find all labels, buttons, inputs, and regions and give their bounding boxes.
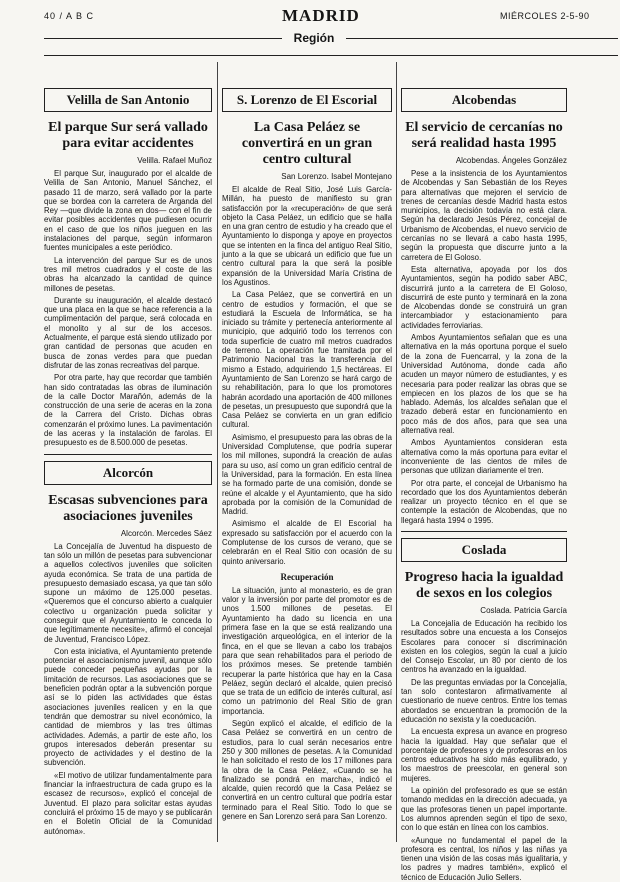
paragraph: Ambos Ayuntamientos señalan que es una alternativa en la más oportuna porque el suelo de la zona de Fuencarral, y la zona de la Universidad Autónoma, donde cada año acuden un mayor número de estudiantes, y es necesaria para poder realizar las obras que se empiecen en los plazos de los que se ha hablado. Además, los alcaldes señalan que el trazado deberá estar en funcionamiento en poco más de dos años, para que sea una alternativa real. <box>401 333 567 436</box>
byline-san-lorenzo: San Lorenzo. Isabel Montejano <box>281 172 392 181</box>
paragraph: Durante su inauguración, el alcalde destacó que una placa en la que se hace referencia a la cumplimentación del parque, será colocada en el monolito y al sur de los accesos. Actualmente, el parque está siendo utilizado por gran cantidad de personas que acuden en busca de zonas verdes para que puedan disfrutar de las zonas recreativas del parque. <box>44 295 212 370</box>
paragraph: La Concejalía de Juventud ha dispuesto de tan sólo un millón de pesetas para subvencionar a aquellos colectivos juveniles que soliciten ayuda económica. Se trata de una partida de presupuesto demasiado escasa, ya que tan sólo supone un máximo de 125.000 pesetas. «Queremos que el concurso abierto a cualquier colectivo u organización pueda solicitar y conseguir que el Ayuntamiento le conceda lo que legítimamente necesite», afirmó el concejal de Juventud, Francisco López. <box>44 541 212 644</box>
article-separator <box>401 531 567 532</box>
paragraph: De las preguntas enviadas por la Concejalía, tan solo contestaron afirmativamente al cuestionario de nueve centros. Entre los temas abordados se encuentran la promoción de la educación no sexista y la coeducación. <box>401 677 567 724</box>
page-number: 40 / A B C <box>44 11 95 21</box>
paragraph: La intervención del parque Sur es de unos tres mil metros cuadrados y el coste de las obras ha alcanzado la cantidad de quince millones de pesetas. <box>44 255 212 293</box>
headline-alcobendas: El servicio de cercanías no será realidad hasta 1995 <box>405 120 563 151</box>
paragraph: El parque Sur, inaugurado por el alcalde de Velilla de San Antonio, Manuel Sánchez, el pasado 11 de marzo, será vallado por la parte que se bordea con la carretera de Arganda del Rey —que divide la zona en dos— con el fin de evitar posibles accidentes que pudiesen ocurrir en el caso de que los niños jueguen en las instalaciones del parque, según informaron fuentes municipales a este periódico. <box>44 169 212 253</box>
paragraph: «Aunque no fundamental el papel de la profesora es central, los niños y las niñas ya tienen una visión de las cosas más igualitaria, y los padres y madres también», explicó el técnico de Educación Julio Sellers. <box>401 835 567 882</box>
column-right <box>401 88 567 882</box>
region-rule <box>44 55 618 56</box>
paragraph: Por otra parte, el concejal de Urbanismo ha recordado que los dos Ayuntamientos deberán realizar un proyecto técnico en el que se contemple la estación de Alcobendas, que no llegará hasta 1994 o 1995. <box>401 478 567 525</box>
column-divider-1 <box>217 62 218 842</box>
subhead-recuperacion: Recuperación <box>280 571 334 582</box>
paragraph: La situación, junto al monasterio, es de gran valor y la inversión por parte del promotor es de unos 1.500 millones de pesetas. El Ayuntamiento ha dado su licencia en una primera fase en la que se está realizando una investigación arqueológica, en el interior de la finca, en el que se llevan a cabo los trabajos para que sean rehabilitados para el periodo de los próximos meses. Se pretende también recuperar la parte histórica que hay en la Casa Peláez, según declaró el alcalde, quien precisó que se trata de un edificio de interés cultural, así como un patrimonio del Real Sitio de gran importancia. <box>222 585 392 716</box>
paragraph: Según explicó el alcalde, el edificio de la Casa Peláez se convertirá en un centro de estudios, para lo cual serán necesarios entre 250 y 300 millones de pesetas. A la Comunidad le han solicitado el resto de los 17 millones para la obra de la Casa Peláez, «Cuando se ha finalizado se pondrá en marcha», indicó el alcalde, quien recordó que la Casa Peláez se convertirá en un centro cultural que podría estar terminado para el Real Sitio. Todo lo que se genere en San Lorenzo será para San Lorenzo. <box>222 719 392 821</box>
byline-coslada: Coslada. Patricia García <box>480 605 567 615</box>
headline-san-lorenzo: La Casa Peláez se convertirá en un gran centro cultural <box>241 120 373 167</box>
kicker-velilla: Velilla de San Antonio <box>44 88 212 112</box>
paragraph: Con esta iniciativa, el Ayuntamiento pretende potenciar el asociacionismo juvenil, aunque sólo puede conceder pequeñas ayudas por la limitación de recursos. Las asociaciones que se beneficien podrán optar a la subvención porque así se lo piden las actividades que éstas asociaciones juveniles realicen y en la que tendrán que demostrar su nivel económico, la cantidad de miembros y las tres últimas actividades. Además, a partir de este año, los grupos interesados deberán presentar su proyecto de actividades y el destino de la subvención. <box>44 646 212 768</box>
headline-alcorcon: Escasas subvenciones para asociaciones juveniles <box>48 492 208 524</box>
paragraph: Ambos Ayuntamientos consideran esta alternativa como la más oportuna para evitar el inconveniente de las cientos de miles de personas que utilizan diariamente el tren. <box>401 438 567 476</box>
headline-velilla: El parque Sur será vallado para evitar accidentes <box>48 120 208 151</box>
page-header <box>0 0 620 30</box>
column-center <box>222 88 392 843</box>
byline-velilla: Velilla. Rafael Muñoz <box>137 156 212 165</box>
paragraph: Asimismo, el presupuesto para las obras de la Universidad Complutense, que podría superar los mil millones, supondrá la creación de aulas para su uso, así como un gran edificio central de la Universidad, para la formación. En esta línea se ha formado parte de una comisión, donde se reúne el alcalde y el Ayuntamiento, que ha sido aprobada por la comisión de la Comunidad de Madrid. <box>222 432 392 517</box>
byline-alcorcon: Alcorcón. Mercedes Sáez <box>120 528 212 538</box>
paragraph: La opinión del profesorado es que se están tomando medidas en la dirección adecuada, ya que las profesoras tienen un papel importante. Los alumnos aprenden según el tipo de sexo, con lo que están en línea con los cambios. <box>401 786 567 833</box>
paragraph: «El motivo de utilizar fundamentalmente para financiar la infraestructura de cada grupo es la escasez de recursos», explicó el concejal de Juventud. El plazo para solicitar estas ayudas concluirá el próximo 15 de mayo y se publicarán en el Boletín Oficial de la Comunidad autónoma». <box>44 770 212 836</box>
kicker-coslada: Coslada <box>401 538 567 562</box>
region-label: Región <box>282 31 346 45</box>
column-divider-2 <box>396 62 397 842</box>
column-left <box>44 88 212 843</box>
issue-date: MIÉRCOLES 2-5-90 <box>500 11 590 21</box>
paragraph: Esta alternativa, apoyada por los dos Ayuntamientos, según ha podido saber ABC, discurrirá junto a la carretera de El Goloso, discurrirá de este punto y terminará en la zona de Alcobendas donde se construirá un gran intercambiador y estacionamiento para actividades ferroviarias. <box>401 264 567 330</box>
paragraph: La Casa Peláez, que se convertirá en un centro de estudios y formación, el que se estudiará la Escuela de Informática, se ha iniciado su trámite y pertenecía anteriormente al municipio, que adquirió todo los terrenos con toda superficie de cuatro mil metros cuadrados de terreno. La operación fue tramitada por el Patrimonio Nacional tras la transferencia del mismo a Estado, adquiriendo 1,5 hectáreas. El Ayuntamiento de San Lorenzo se hará cargo de su rehabilitación, para lo que los promotores habrán acordado una aportación de 400 millones de pesetas, un presupuesto que supondrá que la Casa Peláez se convierta en un gran edificio cultural. <box>222 290 392 430</box>
article-separator <box>44 454 212 455</box>
kicker-san-lorenzo: S. Lorenzo de El Escorial <box>222 88 392 112</box>
section-title: MADRID <box>282 6 360 25</box>
paragraph: Pese a la insistencia de los Ayuntamientos de Alcobendas y San Sebastián de los Reyes para alternativas que mejoren el servicio de trenes de cercanías desde Madrid hasta estos municipios, la decisión todavía no está clara. Según ha declarado Jesús Pérez, concejal de Urbanismo de Alcobendas, el nuevo servicio de cercanías no se llevará a cabo hasta 1995, según la propuesta que discurre junto a la carretera de El Goloso. <box>401 169 567 262</box>
paragraph: Asimismo el alcalde de El Escorial ha expresado su satisfacción por el acuerdo con la Complutense de los cursos de verano, que se celebrarán en el Real Sitio con ocasión de su quinto aniversario. <box>222 519 392 566</box>
paragraph: El alcalde de Real Sitio, José Luis García-Millán, ha puesto de manifiesto su gran satisfacción por la «recuperación» de que será objeto la Casa Peláez, un edificio que se halla en una gran centro de estudio y ha creado que el Ayuntamiento lo disponga y apoye en proyectos que se intenten en la finca del antiguo Real Sitio, junto a la que se ubicará un edificio que fue un centro cultural para la que será la posible expansión de la Universidad María Cristina de los Agustinos. <box>222 185 392 287</box>
byline-alcobendas: Alcobendas. Ángeles González <box>455 156 567 165</box>
paragraph: La Concejalía de Educación ha recibido los resultados sobre una encuesta a los Consejos Escolares para conocer si discriminación existen en los colegios, según la cual a juicio del Consejo Escolar, un 80 por ciento de los centros ha avanzado en la igualdad. <box>401 618 567 675</box>
paragraph: Por otra parte, hay que recordar que también han sido contratadas las obras de iluminación de la calle Doctor Marañón, además de la construcción de una serie de aceras en la zona de la Carrera del Cristo. Dichas obras comenzarán el próximo lunes. La pavimentación de las aceras y la instalación de farolas. El presupuesto es de 8.500.000 de pesetas. <box>44 373 212 448</box>
kicker-alcobendas: Alcobendas <box>401 88 567 112</box>
kicker-alcorcon: Alcorcón <box>44 461 212 485</box>
headline-coslada: Progreso hacia la igualdad de sexos en los colegios <box>404 569 564 601</box>
paragraph: La encuesta expresa un avance en progreso hacia la igualdad. Hay que señalar que el porcentaje de profesores y de profesoras en los centros educativos ha sido más equilibrado, y los maestros de preescolar, en general son mujeres. <box>401 727 567 783</box>
